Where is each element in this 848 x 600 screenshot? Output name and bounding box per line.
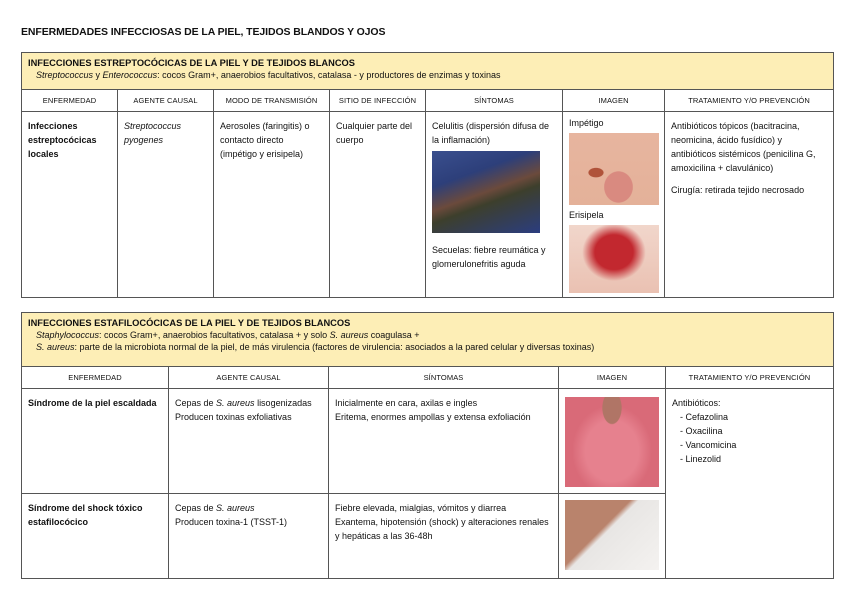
species-name: S. aureus xyxy=(216,398,255,408)
species-name: S. aureus xyxy=(329,330,369,340)
treatment-text: Antibióticos tópicos (bacitracina, neomicina, ácido fusídico) y antibióticos sistémicos (penicilina G, amoxicilina + clavulánico) xyxy=(671,121,816,173)
text: : cocos Gram+, anaerobios facultativos, catalasa - y productores de enzimas y toxinas xyxy=(157,70,501,80)
column-header: AGENTE CAUSAL xyxy=(169,367,329,389)
symptoms-cell xyxy=(426,112,563,298)
agent-cell xyxy=(169,389,329,494)
column-header: IMAGEN xyxy=(559,367,666,389)
symptom-line: Eritema, enormes ampollas y extensa exfoliación xyxy=(335,412,531,422)
symptom-line: Fiebre elevada, mialgias, vómitos y diarrea xyxy=(335,503,507,513)
text: coagulasa + xyxy=(368,330,420,340)
disease-cell: Síndrome del shock tóxico estafilocócico xyxy=(22,494,169,579)
column-header: TRATAMIENTO Y/O PREVENCIÓN xyxy=(666,367,834,389)
table-row xyxy=(22,112,834,298)
treatment-list xyxy=(672,410,827,466)
agent-name: Streptococcus pyogenes xyxy=(124,121,182,145)
column-header: TRATAMIENTO Y/O PREVENCIÓN xyxy=(665,90,834,112)
text: Cepas de xyxy=(175,503,217,513)
agent-line: Producen toxinas exfoliativas xyxy=(175,412,292,422)
page-title: ENFERMEDADES INFECCIOSAS DE LA PIEL, TEJIDOS BLANDOS Y OJOS xyxy=(21,26,386,38)
text: lisogenizadas xyxy=(254,398,312,408)
impetigo-image xyxy=(569,133,659,205)
column-header: IMAGEN xyxy=(563,90,665,112)
treatment-item: - Vancomicina xyxy=(680,440,737,450)
symptom-line: Inicialmente en cara, axilas e ingles xyxy=(335,398,478,408)
treatment-text: Cirugía: retirada tejido necrosado xyxy=(671,185,805,195)
treatment-cell xyxy=(666,389,834,579)
staph-table xyxy=(21,312,834,579)
image-cell xyxy=(559,389,666,494)
treatment-title: Antibióticos: xyxy=(672,398,721,408)
symptoms-cell xyxy=(329,494,559,579)
treatment-item: - Linezolid xyxy=(680,454,722,464)
disease-cell: Infecciones estreptocócicas locales xyxy=(22,112,118,298)
agent-cell xyxy=(118,112,214,298)
symptoms-text: Celulitis (dispersión difusa de la inflamación) xyxy=(432,121,550,145)
column-header: SÍNTOMAS xyxy=(426,90,563,112)
sequelae-text: Secuelas: fiebre reumática y glomerulonefritis aguda xyxy=(432,245,546,269)
strep-subheading xyxy=(28,69,827,81)
genus-name: Streptococcus xyxy=(36,70,94,80)
image-cell xyxy=(563,112,665,298)
text: Cepas de xyxy=(175,398,217,408)
strep-table xyxy=(21,52,834,298)
species-name: S. aureus xyxy=(36,342,75,352)
treatment-item: - Cefazolina xyxy=(680,412,729,422)
toxic-shock-image xyxy=(565,500,659,570)
agent-line: Producen toxina-1 (TSST-1) xyxy=(175,517,288,527)
column-header: AGENTE CAUSAL xyxy=(118,90,214,112)
strep-heading: INFECCIONES ESTREPTOCÓCICAS DE LA PIEL Y DE TEJIDOS BLANCOS xyxy=(28,58,355,68)
column-header: MODO DE TRANSMISIÓN xyxy=(214,90,330,112)
species-name: S. aureus xyxy=(216,503,255,513)
site-cell: Cualquier parte del cuerpo xyxy=(330,112,426,298)
agent-line xyxy=(175,501,322,515)
image-label: Erisipela xyxy=(569,210,604,220)
strep-section-header xyxy=(22,53,834,90)
text: : cocos Gram+, anaerobios facultativos, catalasa + y solo xyxy=(99,330,330,340)
erysipelas-image xyxy=(569,225,659,293)
column-header: ENFERMEDAD xyxy=(22,90,118,112)
column-header: SÍNTOMAS xyxy=(329,367,559,389)
symptoms-cell xyxy=(329,389,559,494)
symptom-line: Exantema, hipotensión (shock) y alteraciones renales y hepáticas a las 36-48h xyxy=(335,517,549,541)
agent-cell xyxy=(169,494,329,579)
text: : parte de la microbiota normal de la piel, de más virulencia (factores de virulencia: asociados a la pared celular y diversas toxinas) xyxy=(74,342,595,352)
genus-name: Staphylococcus xyxy=(36,330,100,340)
staph-heading: INFECCIONES ESTAFILOCÓCICAS DE LA PIEL Y DE TEJIDOS BLANCOS xyxy=(28,318,351,328)
image-cell xyxy=(559,494,666,579)
genus-name: Enterococcus xyxy=(102,70,158,80)
cellulitis-image xyxy=(432,151,540,233)
agent-line xyxy=(175,396,322,410)
treatment-cell xyxy=(665,112,834,298)
disease-cell: Síndrome de la piel escaldada xyxy=(22,389,169,494)
treatment-item: - Oxacilina xyxy=(680,426,723,436)
image-label: Impétigo xyxy=(569,118,604,128)
staph-subheading xyxy=(28,341,827,353)
staph-section-header xyxy=(22,313,834,367)
scalded-skin-image xyxy=(565,397,659,487)
table-row xyxy=(22,389,834,494)
text: y xyxy=(93,70,103,80)
column-header: ENFERMEDAD xyxy=(22,367,169,389)
transmission-cell: Aerosoles (faringitis) o contacto directo (impétigo y erisipela) xyxy=(214,112,330,298)
staph-subheading xyxy=(28,329,827,341)
column-header: SITIO DE INFECCIÓN xyxy=(330,90,426,112)
